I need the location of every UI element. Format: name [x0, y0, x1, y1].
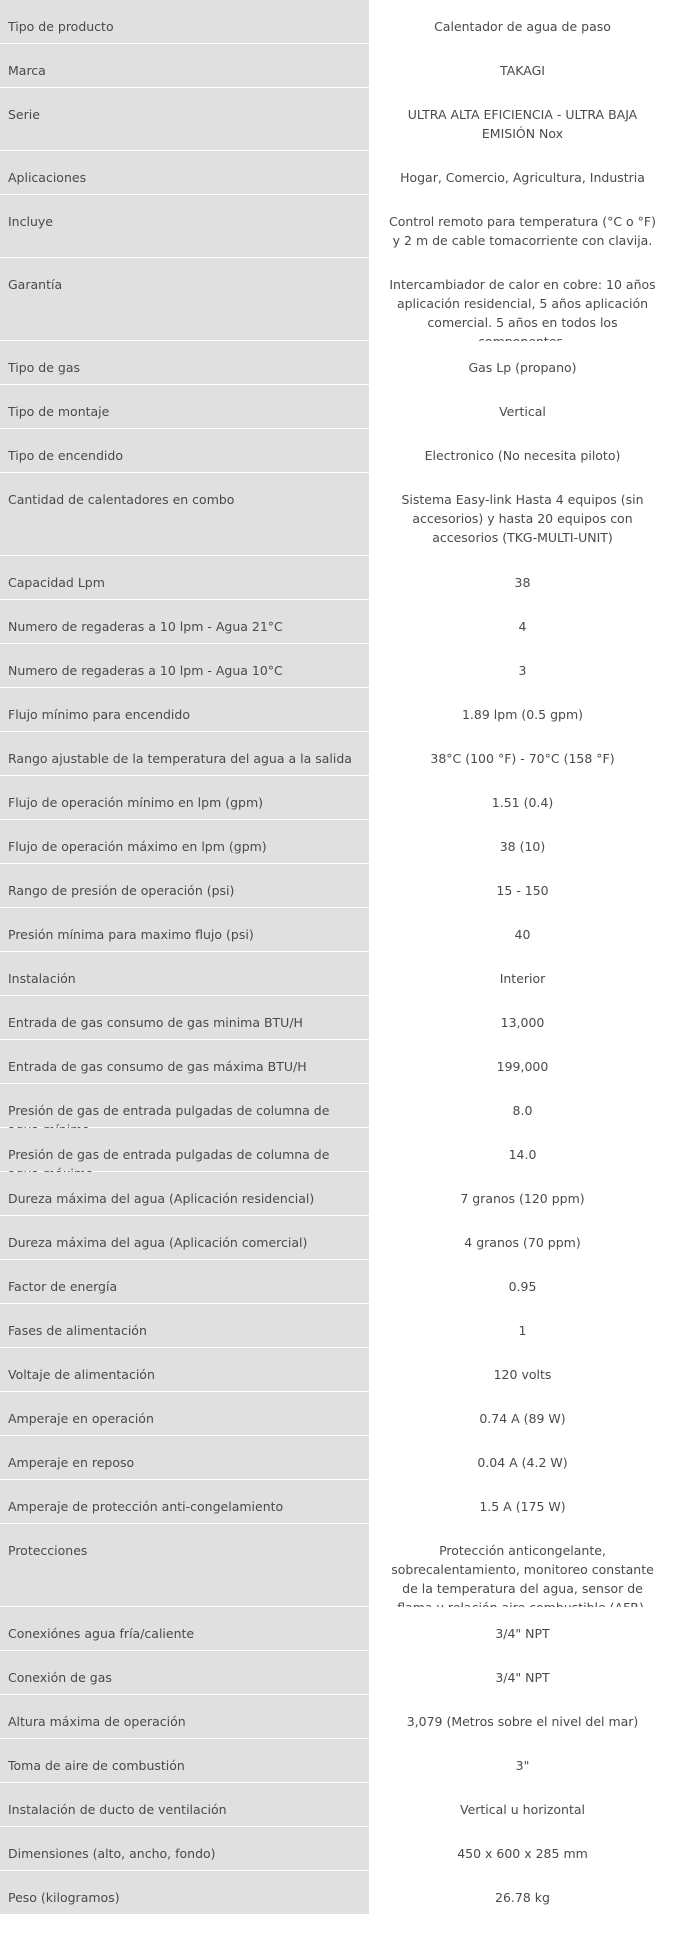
spec-row	[0, 1392, 675, 1436]
spec-label: Garantía	[0, 258, 370, 340]
spec-label: Amperaje en operación	[0, 1392, 370, 1435]
spec-label: Flujo de operación mínimo en lpm (gpm)	[0, 776, 370, 819]
spec-value: 14.0	[370, 1128, 675, 1171]
spec-label: Tipo de encendido	[0, 429, 370, 472]
spec-value: 40	[370, 908, 675, 951]
spec-label: Flujo mínimo para encendido	[0, 688, 370, 731]
spec-row	[0, 88, 675, 151]
spec-row	[0, 688, 675, 732]
spec-value: 26.78 kg	[370, 1871, 675, 1914]
spec-value: 3	[370, 644, 675, 687]
spec-value: 1.5 A (175 W)	[370, 1480, 675, 1523]
spec-label: Marca	[0, 44, 370, 87]
spec-row	[0, 1607, 675, 1651]
spec-label: Fases de alimentación	[0, 1304, 370, 1347]
spec-label: Tipo de producto	[0, 0, 370, 43]
spec-row	[0, 644, 675, 688]
spec-label: Peso (kilogramos)	[0, 1871, 370, 1914]
spec-row	[0, 776, 675, 820]
spec-row	[0, 1216, 675, 1260]
spec-row	[0, 429, 675, 473]
spec-value: 1.89 lpm (0.5 gpm)	[370, 688, 675, 731]
spec-row	[0, 1172, 675, 1216]
spec-label: Protecciones	[0, 1524, 370, 1606]
spec-row	[0, 820, 675, 864]
spec-row	[0, 1304, 675, 1348]
spec-row	[0, 1480, 675, 1524]
spec-row	[0, 732, 675, 776]
spec-row	[0, 195, 675, 258]
spec-label: Cantidad de calentadores en combo	[0, 473, 370, 555]
spec-value: 8.0	[370, 1084, 675, 1127]
spec-row	[0, 1695, 675, 1739]
spec-value: Gas Lp (propano)	[370, 341, 675, 384]
spec-value: Hogar, Comercio, Agricultura, Industria	[370, 151, 675, 194]
spec-label: Conexión de gas	[0, 1651, 370, 1694]
spec-row	[0, 1651, 675, 1695]
spec-label: Altura máxima de operación	[0, 1695, 370, 1738]
spec-label: Dureza máxima del agua (Aplicación residencial)	[0, 1172, 370, 1215]
spec-row	[0, 1827, 675, 1871]
spec-label: Tipo de gas	[0, 341, 370, 384]
spec-value: 4 granos (70 ppm)	[370, 1216, 675, 1259]
spec-label: Rango de presión de operación (psi)	[0, 864, 370, 907]
spec-value: 0.74 A (89 W)	[370, 1392, 675, 1435]
spec-label: Instalación de ducto de ventilación	[0, 1783, 370, 1826]
spec-label: Tipo de montaje	[0, 385, 370, 428]
spec-row	[0, 952, 675, 996]
spec-row	[0, 1040, 675, 1084]
spec-label: Flujo de operación máximo en lpm (gpm)	[0, 820, 370, 863]
spec-value: ULTRA ALTA EFICIENCIA - ULTRA BAJA EMISIÓN Nox	[370, 88, 675, 150]
spec-label: Presión mínima para maximo flujo (psi)	[0, 908, 370, 951]
spec-label: Factor de energía	[0, 1260, 370, 1303]
spec-row	[0, 996, 675, 1040]
spec-row	[0, 473, 675, 556]
spec-label: Serie	[0, 88, 370, 150]
spec-label: Rango ajustable de la temperatura del agua a la salida	[0, 732, 370, 775]
spec-row	[0, 1739, 675, 1783]
spec-row	[0, 1260, 675, 1304]
spec-value: 3"	[370, 1739, 675, 1782]
spec-label: Numero de regaderas a 10 lpm - Agua 21°C	[0, 600, 370, 643]
spec-row	[0, 1436, 675, 1480]
spec-row	[0, 1871, 675, 1915]
spec-label: Amperaje de protección anti-congelamiento	[0, 1480, 370, 1523]
spec-label: Aplicaciones	[0, 151, 370, 194]
spec-label: Presión de gas de entrada pulgadas de columna de	[0, 1084, 370, 1127]
spec-label: Numero de regaderas a 10 lpm - Agua 10°C	[0, 644, 370, 687]
spec-row	[0, 341, 675, 385]
spec-label: Presión de gas de entrada pulgadas de columna de	[0, 1128, 370, 1171]
spec-value: 1.51 (0.4)	[370, 776, 675, 819]
spec-label: Dureza máxima del agua (Aplicación comercial)	[0, 1216, 370, 1259]
spec-label: Incluye	[0, 195, 370, 257]
spec-row	[0, 385, 675, 429]
spec-label: Capacidad Lpm	[0, 556, 370, 599]
spec-value: 13,000	[370, 996, 675, 1039]
spec-row	[0, 1348, 675, 1392]
spec-label: Amperaje en reposo	[0, 1436, 370, 1479]
spec-row	[0, 151, 675, 195]
spec-value: Control remoto para temperatura (°C o °F) y 2 m de cable tomacorriente con clavija.	[370, 195, 675, 257]
spec-value: 1	[370, 1304, 675, 1347]
spec-row	[0, 1084, 675, 1128]
spec-row	[0, 864, 675, 908]
spec-label: Entrada de gas consumo de gas minima BTU/H	[0, 996, 370, 1039]
spec-value: Intercambiador de calor en cobre: 10 años aplicación residencial, 5 años aplicación comercial. 5 años en todos los	[370, 258, 675, 340]
spec-label: Toma de aire de combustión	[0, 1739, 370, 1782]
spec-value: 0.95	[370, 1260, 675, 1303]
spec-value: 38°C (100 °F) - 70°C (158 °F)	[370, 732, 675, 775]
spec-row	[0, 258, 675, 341]
spec-row	[0, 44, 675, 88]
spec-row	[0, 1524, 675, 1607]
spec-value: Protección anticongelante, sobrecalentamiento, monitoreo constante de la temperatura del agua, sensor de	[370, 1524, 675, 1606]
spec-row	[0, 908, 675, 952]
spec-row	[0, 556, 675, 600]
spec-label: Conexiónes agua fría/caliente	[0, 1607, 370, 1650]
spec-value: Calentador de agua de paso	[370, 0, 675, 43]
spec-row	[0, 1783, 675, 1827]
spec-value: 38	[370, 556, 675, 599]
spec-value: Sistema Easy-link Hasta 4 equipos (sin accesorios) y hasta 20 equipos con accesorios (TKG-MULTI-UNIT)	[370, 473, 675, 555]
spec-value: Electronico (No necesita piloto)	[370, 429, 675, 472]
spec-row	[0, 600, 675, 644]
spec-value: Vertical	[370, 385, 675, 428]
spec-value: 120 volts	[370, 1348, 675, 1391]
spec-value: 450 x 600 x 285 mm	[370, 1827, 675, 1870]
spec-value: TAKAGI	[370, 44, 675, 87]
spec-value: 15 - 150	[370, 864, 675, 907]
spec-value: 3/4" NPT	[370, 1607, 675, 1650]
spec-value: 0.04 A (4.2 W)	[370, 1436, 675, 1479]
spec-value: Vertical u horizontal	[370, 1783, 675, 1826]
spec-value: 199,000	[370, 1040, 675, 1083]
spec-value: 7 granos (120 ppm)	[370, 1172, 675, 1215]
spec-row	[0, 0, 675, 44]
spec-value: Interior	[370, 952, 675, 995]
spec-value: 4	[370, 600, 675, 643]
spec-value: 3,079 (Metros sobre el nivel del mar)	[370, 1695, 675, 1738]
spec-label: Dimensiones (alto, ancho, fondo)	[0, 1827, 370, 1870]
spec-label: Instalación	[0, 952, 370, 995]
spec-label: Voltaje de alimentación	[0, 1348, 370, 1391]
spec-label: Entrada de gas consumo de gas máxima BTU/H	[0, 1040, 370, 1083]
spec-value: 3/4" NPT	[370, 1651, 675, 1694]
spec-row	[0, 1128, 675, 1172]
spec-value: 38 (10)	[370, 820, 675, 863]
